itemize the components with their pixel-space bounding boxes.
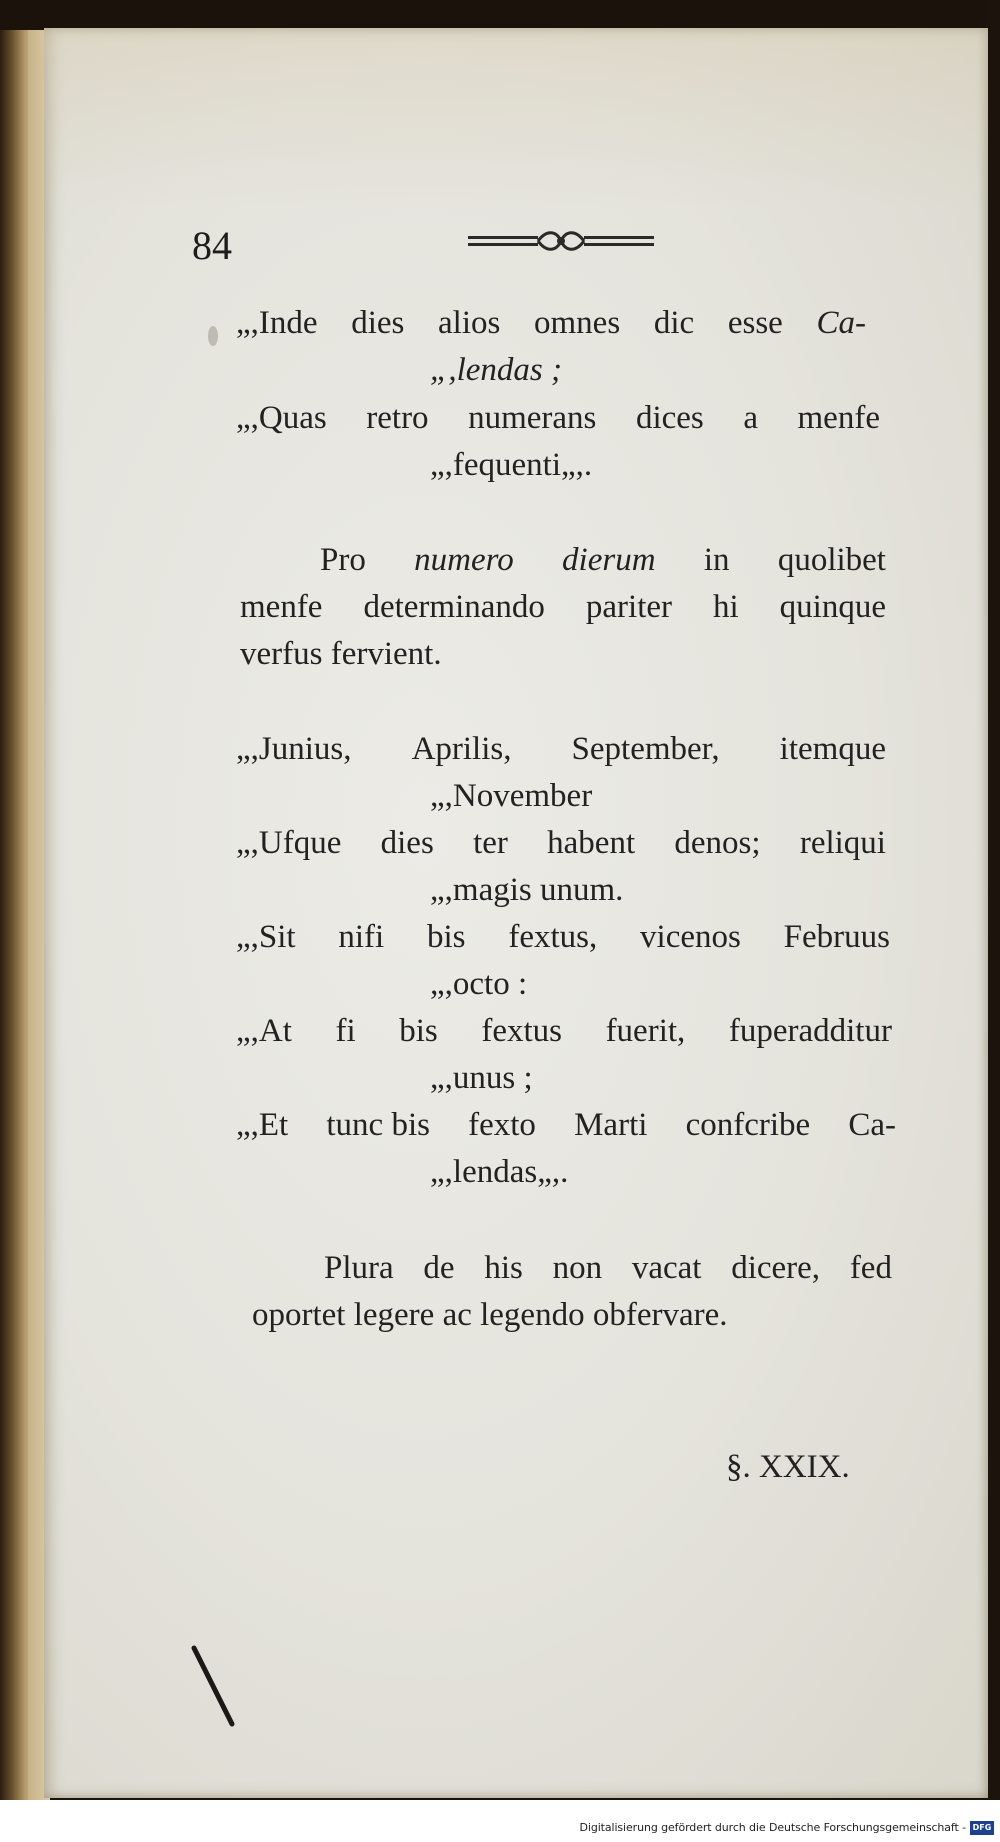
text-line-2: „,lendas ; xyxy=(430,352,562,388)
pencil-stroke xyxy=(190,1644,240,1739)
text-line-8: „,Junius, Aprilis, September, itemque xyxy=(236,731,886,767)
margin-smudge xyxy=(208,326,218,346)
section-mark: §. XXIX. xyxy=(726,1449,850,1485)
header-ornament xyxy=(468,226,654,261)
credit-bar xyxy=(0,1800,1000,1842)
text-line-17: „,lendas„,. xyxy=(430,1154,569,1190)
right-edge xyxy=(988,0,1000,1842)
text-line-6: menfe determinando pariter hi quinque xyxy=(240,589,886,625)
text-line-12: „,Sit nifi bis fextus, vicenos Februus xyxy=(236,919,890,955)
text-line-7: verfus fervient. xyxy=(240,636,442,672)
text-line-4: „,fequenti„,. xyxy=(430,447,593,483)
text-line-18: Plura de his non vacat dicere, fed xyxy=(324,1250,892,1286)
text-line-16: „,Et tunc bis fexto Marti confcribe Ca- xyxy=(236,1107,896,1143)
dfg-logo: DFG xyxy=(970,1821,994,1835)
text-line-9: „,November xyxy=(430,778,593,814)
text-line-11: „,magis unum. xyxy=(430,872,624,908)
text-line-15: „,unus ; xyxy=(430,1060,533,1096)
text-line-10: „,Ufque dies ter habent denos; reliqui xyxy=(236,825,886,861)
text-line-1: „,Inde dies alios omnes dic esse Ca- xyxy=(236,305,866,341)
text-line-5: Pro numero dierum in quolibet xyxy=(320,542,886,578)
text-line-3: „,Quas retro numerans dices a menfe xyxy=(236,400,880,436)
text-line-14: „,At fi bis fextus fuerit, fuperadditur xyxy=(236,1013,892,1049)
page-number: 84 xyxy=(192,223,232,268)
text-line-13: „,octo : xyxy=(430,966,528,1002)
credit-text: Digitalisierung gefördert durch die Deutsche Forschungsgemeinschaft - xyxy=(579,1821,966,1834)
text-line-19: oportet legere ac legendo obfervare. xyxy=(252,1297,728,1333)
